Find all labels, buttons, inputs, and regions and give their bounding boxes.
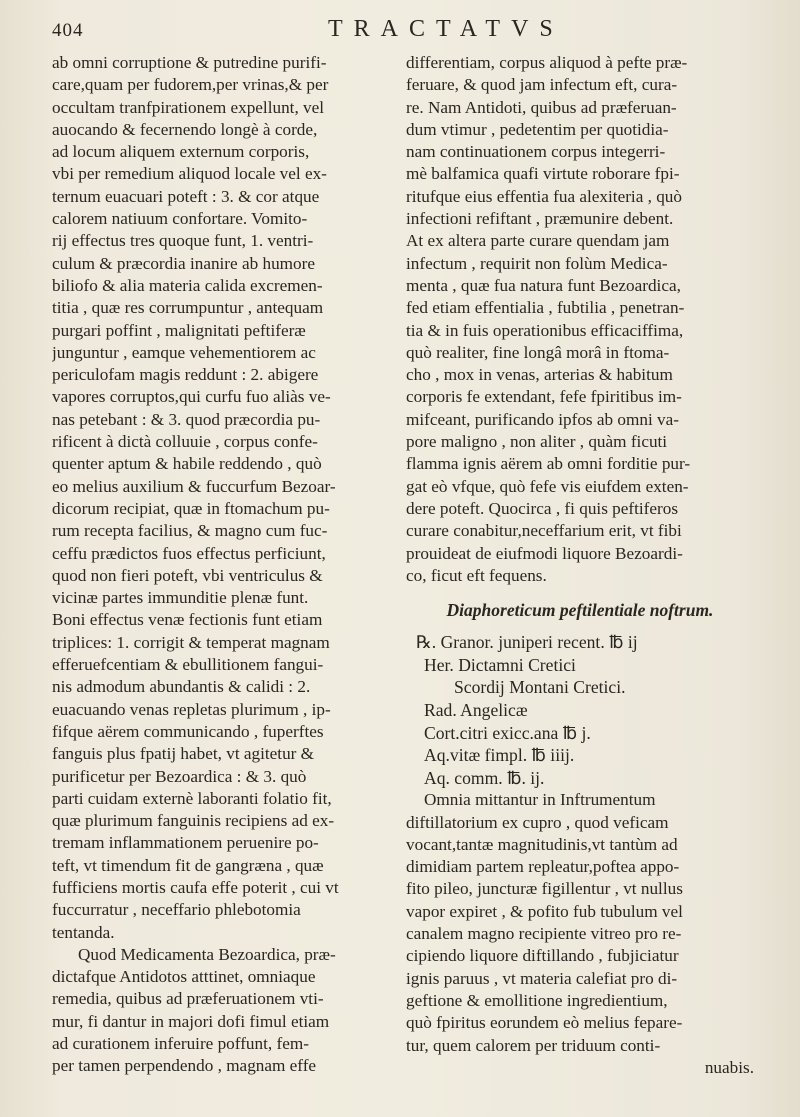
text-line: menta , quæ fua natura funt Bezoardica,: [406, 275, 681, 295]
text-line: feruare, & quod jam infectum eft, cura-: [406, 75, 678, 95]
recipe-item: Aq.vitæ fimpl. ℔ iiij.: [424, 745, 575, 766]
text-line: Omnia mittantur in Inftrumentum: [424, 790, 656, 810]
right-column: [406, 52, 754, 1079]
text-line: nis admodum abundantis & calidi : 2.: [52, 677, 311, 697]
text-line: remedia, quibus ad præferuationem vti-: [52, 989, 324, 1009]
recipe-item: Scordij Montani Cretici.: [454, 677, 626, 698]
left-column: [52, 52, 396, 1078]
text-line: geftione & emollitione ingredientium,: [406, 990, 668, 1010]
text-line: vocant,tantæ magnitudinis,vt tantùm ad: [406, 834, 678, 854]
text-line: corporis fe extendant, fefe fpiritibus im-: [406, 387, 682, 407]
text-line: fufficiens mortis caufa effe poterit , cui vt: [52, 877, 339, 897]
text-line: flamma ignis aërem ab omni forditie pur-: [406, 454, 691, 474]
text-line: gat eò vfque, quò fefe vis eiufdem exten-: [406, 476, 689, 496]
text-line: dimidiam partem repleatur,poftea appo-: [406, 857, 680, 877]
text-line: quod non fieri poteft, vbi ventriculus &: [52, 565, 323, 585]
text-line: cho , mox in venas, arterias & habitum: [406, 365, 673, 385]
text-line: per tamen perpendendo , magnam effe: [52, 1056, 317, 1076]
text-line: quò fpiritus eorundem eò melius fepare-: [406, 1013, 683, 1033]
text-line: calorem natiuum confortare. Vomito-: [52, 209, 308, 229]
text-line: prouideat de eiufmodi liquore Bezoardi-: [406, 543, 683, 563]
text-line: efferuefcentiam & ebullitionem fangui-: [52, 655, 324, 675]
text-line: parti cuidam externè laboranti folatio fit,: [52, 788, 332, 808]
recipe-item: Rad. Angelicæ: [424, 699, 528, 720]
text-line: re. Nam Antidoti, quibus ad præferuan-: [406, 97, 677, 117]
text-line: diftillatorium ex cupro , quod veficam: [406, 812, 669, 832]
text-line: occultam tranfpirationem expellunt, vel: [52, 97, 325, 117]
text-line: culum & præcordia inanire ab humore: [52, 253, 315, 273]
text-line: fanguis plus fpatij habet, vt agitetur &: [52, 744, 315, 764]
text-line: vapores corruptos,qui curfu fuo aliàs ve-: [52, 387, 331, 407]
text-line: dere poteft. Quocirca , fi quis peftiferos: [406, 498, 679, 518]
text-line: titia , quæ res corrumpuntur , antequam: [52, 298, 324, 318]
text-line: dictafque Antidotos atttinet, omniaque: [52, 967, 316, 987]
text-line: mifceant, purificando ipfos ab omni va-: [406, 409, 680, 429]
text-line: vicinæ partes immunditie plenæ funt.: [52, 588, 309, 608]
text-line: fifque aërem communicando , fuperftes: [52, 721, 324, 741]
text-line: mur, fi dantur in majori dofi fimul etiam: [52, 1011, 330, 1031]
page-header: [0, 16, 800, 50]
text-line: differentiam, corpus aliquod à pefte præ-: [406, 53, 688, 72]
text-line: dicorum recipiat, quæ in ftomachum pu-: [52, 498, 330, 518]
text-line: quæ plurimum fanguinis recipiens ad ex-: [52, 811, 335, 831]
text-line: fuccurratur , neceffario phlebotomia: [52, 900, 301, 920]
text-line: quò realiter, fine longâ morâ in ftoma-: [406, 342, 670, 362]
text-line: purificetur per Bezoardica : & 3. quò: [52, 766, 307, 786]
text-line: biliofo & alia materia calida excremen-: [52, 275, 323, 295]
text-line: nas petebant : & 3. quod præcordia pu-: [52, 409, 321, 429]
text-line: teft, vt timendum fit de gangræna , quæ: [52, 855, 324, 875]
text-line: eo melius auxilium & fuccurfum Bezoar-: [52, 476, 336, 496]
text-line: At ex altera parte curare quendam jam: [406, 231, 670, 251]
text-line: junguntur , eamque vehementiorem ac: [52, 342, 316, 362]
recipe-heading: Diaphoreticum peftilentiale noftrum.: [446, 600, 714, 621]
text-line: tur, quem calorem per triduum conti-: [406, 1035, 661, 1055]
text-line: cipiendo liquore diftillando , fubjiciatur: [406, 946, 679, 966]
text-line: vapor expiret , & pofito fub tubulum vel: [406, 901, 683, 921]
text-line: pore maligno , non aliter , quàm ficuti: [406, 432, 668, 452]
text-line: ignis paruus , vt materia calefiat pro di-: [406, 968, 678, 988]
text-line: Quod Medicamenta Bezoardica, præ-: [78, 944, 336, 964]
text-line: tentanda.: [52, 922, 115, 942]
text-line: vbi per remedium aliquod locale vel ex-: [52, 164, 327, 184]
running-title: TRACTATVS: [328, 16, 564, 42]
text-line: dum vtimur , pedetentim per quotidia-: [406, 119, 669, 139]
recipe-item: Aq. comm. ℔. ij.: [424, 767, 545, 788]
text-line: curare conabitur,neceffarium erit, vt fibi: [406, 521, 682, 541]
text-line: care,quam per fudorem,per vrinas,& per: [52, 75, 329, 95]
text-line: periculofam magis reddunt : 2. abigere: [52, 365, 319, 385]
text-line: canalem magno recipiente vitreo pro re-: [406, 924, 682, 944]
text-line: ceffu prædictos fuos effectus perficiunt,: [52, 543, 326, 563]
text-line: mè balfamica quafi virtute roborare fpi-: [406, 164, 680, 184]
text-line: nam continuationem corpus integerri-: [406, 142, 666, 162]
text-line: triplices: 1. corrigit & temperat magnam: [52, 632, 330, 652]
page-number: 404: [52, 20, 84, 41]
recipe-item: Her. Dictamni Cretici: [424, 654, 576, 675]
text-line: tia & in fuis operationibus efficaciffima,: [406, 320, 684, 340]
text-line: tremam inflammationem peruenire po-: [52, 833, 319, 853]
text-line: quenter aptum & habile reddendo , quò: [52, 454, 322, 474]
text-line: purgari poffint , malignitati peftiferæ: [52, 320, 306, 340]
text-line: ritufque eius effentia fua alexiteria , quò: [406, 186, 682, 206]
text-line: co, ficut eft fequens.: [406, 565, 547, 585]
text-line: euacuando venas repletas plurimum , ip-: [52, 699, 331, 719]
text-line: ad locum aliquem externum corporis,: [52, 142, 310, 162]
text-line: rificent à dictà colluuie , corpus confe-: [52, 432, 318, 452]
text-line: ad curationem inferuire poffunt, fem-: [52, 1034, 309, 1054]
text-line: rum recepta facilius, & magno cum fuc-: [52, 521, 328, 541]
text-line: rij effectus tres quoque funt, 1. ventri-: [52, 231, 314, 251]
text-line: ternum euacuari poteft : 3. & cor atque: [52, 186, 320, 206]
text-line: Boni effectus venæ fectionis funt etiam: [52, 610, 323, 630]
recipe-item: ℞. Granor. juniperi recent. ℔ ij: [416, 632, 638, 653]
text-line: auocando & fecernendo longè à corde,: [52, 119, 318, 139]
text-line: fito pileo, juncturæ figillentur , vt nullus: [406, 879, 683, 899]
recipe-item: Cort.citri exicc.ana ℔ j.: [424, 722, 591, 743]
text-line: fed etiam effentialia , fubtilia , penetran-: [406, 298, 685, 318]
text-line: ab omni corruptione & putredine purifi-: [52, 53, 327, 72]
text-line: infectioni refiftant , præmunire debent.: [406, 209, 674, 229]
text-line: nuabis.: [704, 1057, 754, 1077]
text-line: infectum , requirit non folùm Medica-: [406, 253, 668, 273]
